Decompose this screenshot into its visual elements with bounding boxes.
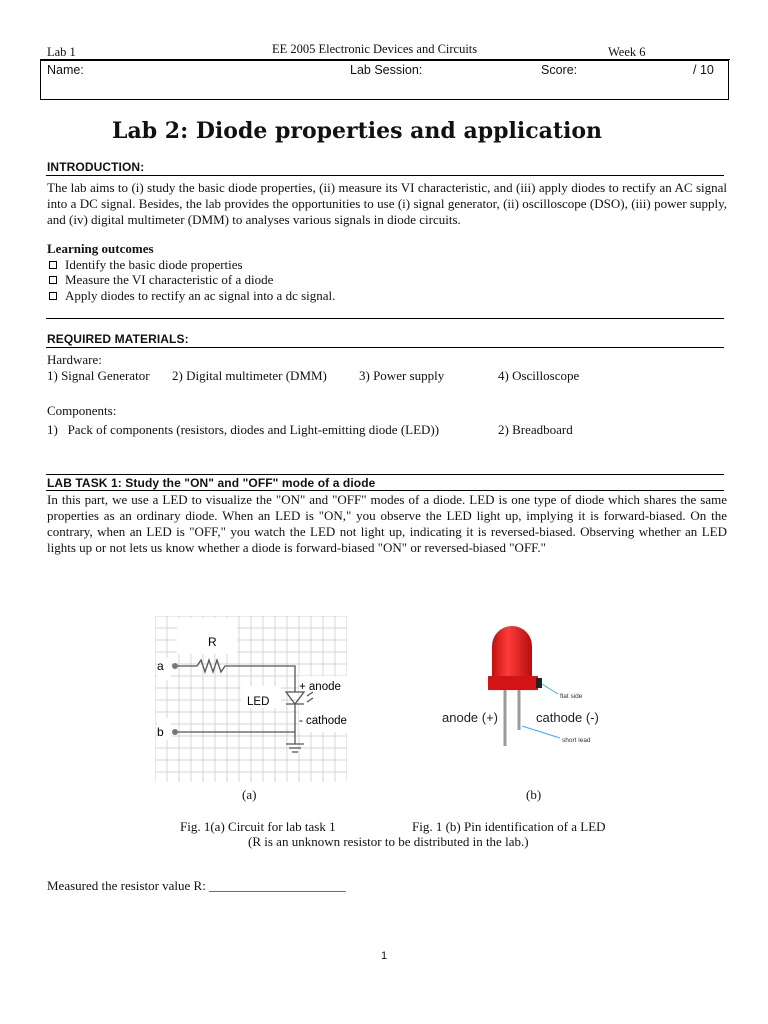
terminal-b <box>172 729 178 735</box>
a-label: a <box>157 659 164 673</box>
anode-label: + anode <box>299 681 341 693</box>
hardware-item: 2) Digital multimeter (DMM) <box>172 368 327 383</box>
task1-rule <box>46 490 724 491</box>
header-week: Week 6 <box>608 45 646 59</box>
outcomes-list <box>47 257 335 304</box>
circuit-diagram <box>155 616 347 782</box>
materials-top-rule <box>46 318 724 319</box>
checkbox-icon <box>49 292 57 300</box>
task1-text: In this part, we use a LED to visualize the "ON" and "OFF" modes of a diode. LED is one type of diode which shares the same properties as an ordinary diode. When an LED is "ON," you observe the LED light up, implying it is forward-biased. On the contrary, when an LED is "OFF," you watch the LED not light up, indicating it is reversed-biased. Observing whether an LED lights up or not lets us know whether a diode is forward-biased "ON" or reversed-biased "OFF." <box>47 492 727 555</box>
led-pin-diagram <box>436 622 616 752</box>
cathode-pin-label: cathode (-) <box>536 710 599 725</box>
r-label: R <box>208 635 217 649</box>
short-lead-pointer <box>522 726 560 738</box>
cathode-label: - cathode <box>299 715 347 727</box>
caption-a: Fig. 1(a) Circuit for lab task 1 <box>180 819 336 834</box>
hardware-item: 1) Signal Generator <box>47 368 150 383</box>
score-total: / 10 <box>693 63 714 77</box>
led-label: LED <box>247 696 270 708</box>
session-label: Lab Session: <box>350 63 423 77</box>
terminal-a <box>172 663 178 669</box>
subfig-a-label: (a) <box>242 787 257 802</box>
hardware-item: 3) Power supply <box>359 368 445 383</box>
score-label: Score: <box>541 63 578 77</box>
intro-rule <box>46 175 724 176</box>
materials-heading: REQUIRED MATERIALS: <box>47 332 189 346</box>
outcome-item: Apply diodes to rectify an ac signal into a dc signal. <box>47 288 335 304</box>
subfig-b-label: (b) <box>526 787 542 802</box>
outcome-item: Identify the basic diode properties <box>47 257 335 273</box>
resistor-measure-line: Measured the resistor value R: _____________________ <box>47 878 346 893</box>
short-lead-label: short lead <box>562 737 591 744</box>
name-label: Name: <box>47 63 84 77</box>
task1-top-rule <box>46 474 724 475</box>
header-lab: Lab 1 <box>47 45 76 59</box>
checkbox-icon <box>49 276 57 284</box>
hardware-item: 4) Oscilloscope <box>498 368 580 383</box>
component-item: 1) Pack of components (resistors, diodes and Light-emitting diode (LED)) <box>47 422 440 437</box>
caption-note: (R is an unknown resistor to be distributed in the lab.) <box>248 834 529 849</box>
header-course: EE 2005 Electronic Devices and Circuits <box>272 42 478 56</box>
component-item: 2) Breadboard <box>498 422 573 437</box>
led-dome <box>492 626 532 676</box>
outcomes-heading: Learning outcomes <box>47 241 154 256</box>
anode-pin-label: anode (+) <box>442 710 499 725</box>
outcome-item: Measure the VI characteristic of a diode <box>47 273 335 289</box>
page-number: 1 <box>381 950 388 962</box>
materials-rule <box>46 347 724 348</box>
b-label: b <box>157 725 164 739</box>
intro-text: The lab aims to (i) study the basic diode properties, (ii) measure its VI characteristic, and (iii) apply diodes to rectify an AC signal into a DC signal. Besides, the lab provides the opportunities to use (i) signal generator, (ii) oscilloscope (DSO), (iii) power supply, and (iv) digital multimeter (DMM) to analyses various signals in diode circuits. <box>47 180 727 227</box>
flat-side-mark <box>536 678 542 688</box>
led-flange <box>488 676 538 690</box>
flat-side-pointer <box>542 684 558 694</box>
checkbox-icon <box>49 261 57 269</box>
task1-heading: LAB TASK 1: Study the "ON" and "OFF" mode of a diode <box>47 476 376 490</box>
caption-b: Fig. 1 (b) Pin identification of a LED <box>412 819 606 834</box>
intro-heading: INTRODUCTION: <box>47 160 145 174</box>
r-label-bg <box>177 618 237 654</box>
page-title: Lab 2: Diode properties and application <box>112 118 603 144</box>
components-label: Components: <box>47 403 117 418</box>
hardware-label: Hardware: <box>47 352 102 367</box>
flat-side-label: flat side <box>560 693 583 700</box>
